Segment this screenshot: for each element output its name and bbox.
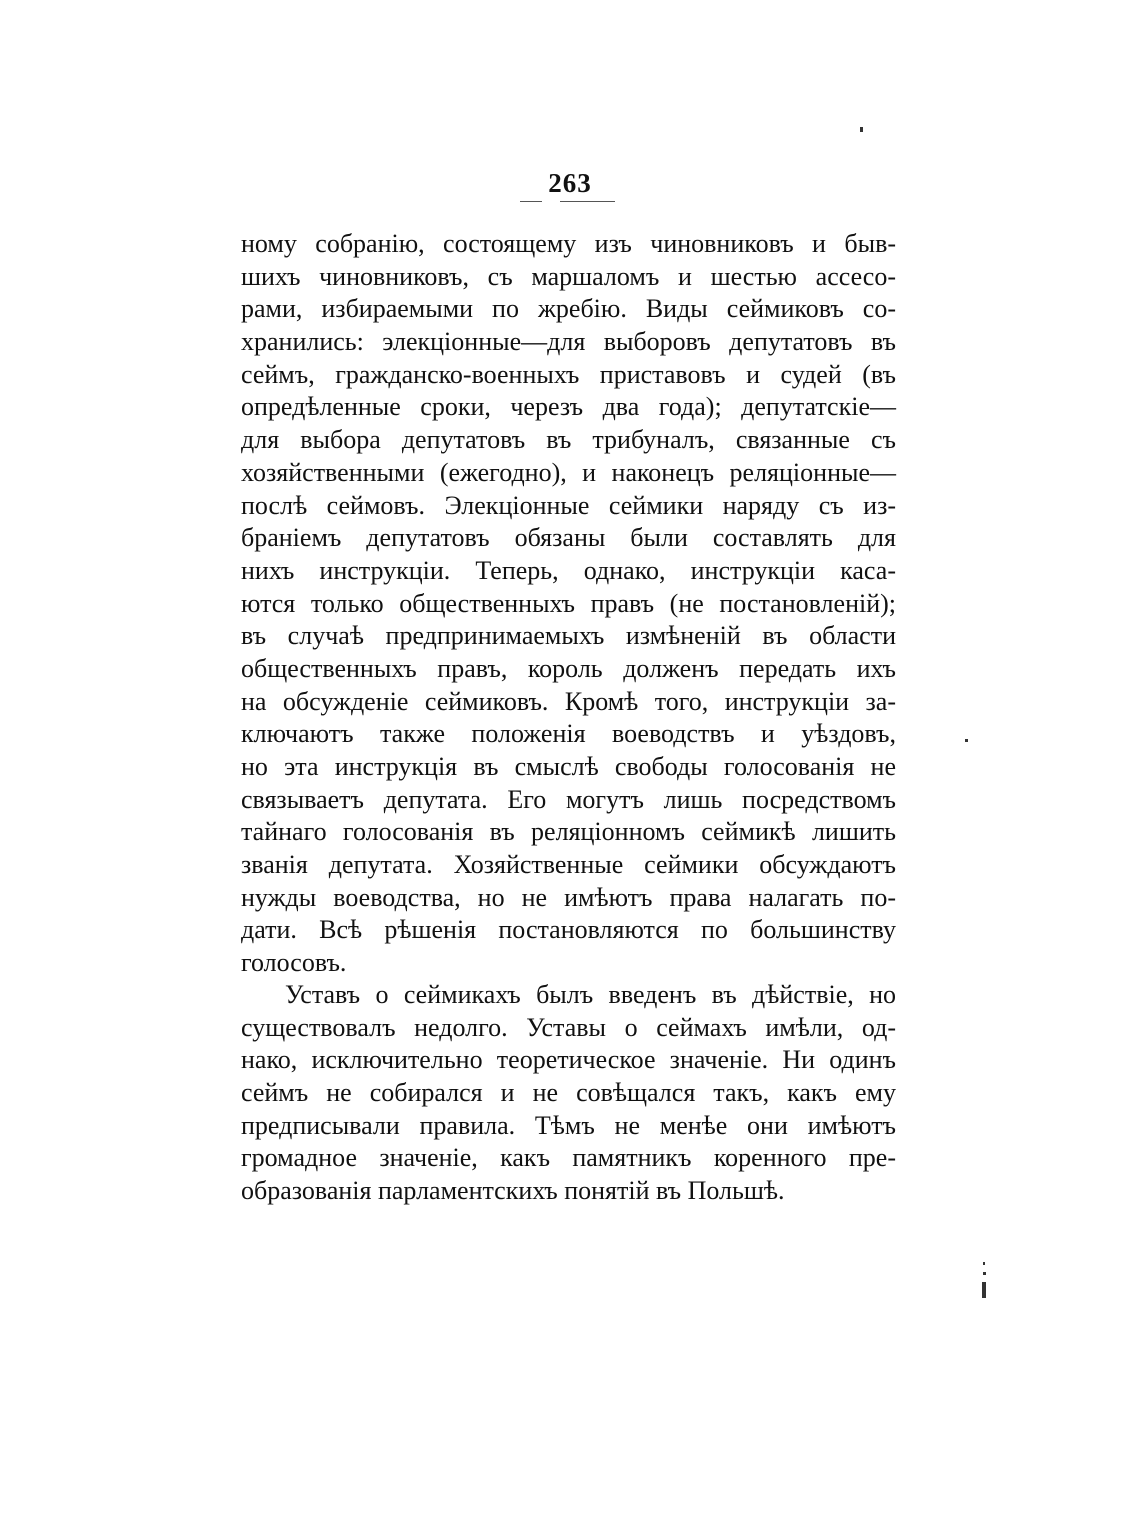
text-line: нужды воеводства, но не имѣютъ права налагать по- [241, 882, 896, 912]
scan-speck [860, 127, 863, 132]
text-line: опредѣленные сроки, черезъ два года); депутатскіе— [241, 392, 896, 422]
text-line: браніемъ депутатовъ обязаны были составлять для [241, 523, 896, 553]
text-line: сеймъ, гражданско-военныхъ приставовъ и судей (въ [241, 359, 896, 389]
scan-speck [965, 739, 968, 742]
text-line: званія депутата. Хозяйственные сеймики обсуждаютъ [241, 850, 896, 880]
header-rule-gap [542, 199, 560, 204]
scan-speck [982, 1282, 986, 1298]
text-line: общественныхъ правъ, король долженъ передать ихъ [241, 653, 896, 683]
text-line: дати. Всѣ рѣшенія постановляются по большинству [241, 915, 896, 945]
text-line: но эта инструкція въ смыслѣ свободы голосованія не [241, 752, 896, 781]
text-line: рами, избираемыми по жребію. Виды сеймиковъ со- [241, 294, 896, 324]
text-line: предписывали правила. Тѣмъ не менѣе они имѣютъ [241, 1110, 896, 1140]
text-line: громадное значеніе, какъ памятникъ коренного пре- [241, 1143, 896, 1173]
paragraph-1 [241, 228, 896, 980]
text-line: на обсужденіе сеймиковъ. Кромѣ того, инструкціи за- [241, 686, 896, 716]
text-line: существовалъ недолго. Уставы о сеймахъ имѣли, од- [241, 1012, 896, 1042]
text-line: нако, исключительно теоретическое значеніе. Ни одинъ [241, 1045, 896, 1075]
text-line: ключаютъ также положенія воеводствъ и уѣздовъ, [241, 719, 896, 749]
scan-speck [983, 1272, 986, 1275]
text-line: для выбора депутатовъ въ трибуналъ, связанные съ [241, 425, 896, 455]
text-line: хозяйственными (ежегодно), и наконецъ реляціонные— [241, 457, 896, 487]
page-number: 263 [548, 168, 592, 198]
text-line: сеймъ не собирался и не совѣщался такъ, какъ ему [241, 1078, 896, 1108]
scan-speck [983, 1262, 985, 1265]
text-line: хранились: элекціонные—для выборовъ депутатовъ въ [241, 327, 896, 357]
text-line: въ случаѣ предпринимаемыхъ измѣненій въ области [241, 621, 896, 651]
header-rule [520, 201, 615, 202]
text-line: связываетъ депутата. Его могутъ лишь посредствомъ [241, 784, 896, 814]
text-line: тайнаго голосованія въ реляціонномъ сеймикѣ лишить [241, 817, 896, 847]
text-line: ному собранію, состоящему изъ чиновниковъ и быв- [241, 229, 896, 258]
text-line: Уставъ о сеймикахъ былъ введенъ въ дѣйствіе, но [285, 980, 896, 1009]
paragraph-2 [241, 979, 896, 1208]
text-line: ются только общественныхъ правъ (не постановленій); [241, 588, 896, 618]
text-line: образованія парламентскихъ понятій въ Польшѣ. [241, 1176, 785, 1206]
text-line: послѣ сеймовъ. Элекціонные сеймики наряду съ из- [241, 490, 896, 520]
text-line: голосовъ. [241, 948, 347, 978]
text-line: нихъ инструкціи. Теперь, однако, инструкціи каса- [241, 555, 896, 585]
text-line: шихъ чиновниковъ, съ маршаломъ и шестью ассесо- [241, 261, 896, 291]
